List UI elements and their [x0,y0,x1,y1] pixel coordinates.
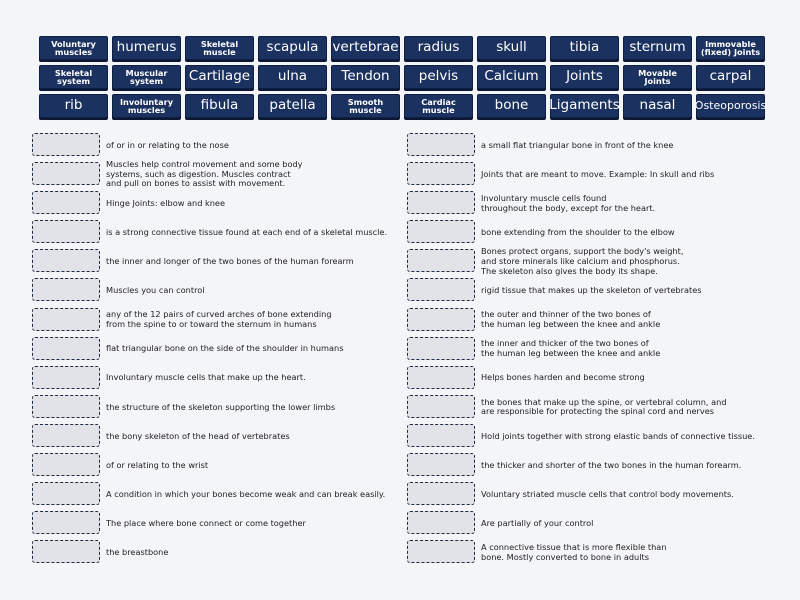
answer-tile-label: Cartilage [188,68,251,85]
answer-tile[interactable] [112,36,181,60]
answer-tile-label: Involuntary muscles [119,96,174,115]
answer-tile-label: scapula [266,39,319,56]
definition-label: A condition in which your bones become weak and can break easily. [106,488,386,499]
answer-tile[interactable] [258,65,327,89]
answer-drop-slot[interactable] [32,133,100,156]
answer-drop-slot[interactable] [407,424,475,447]
definition-label: the breastbone [106,546,169,557]
answer-drop-slot[interactable] [32,308,100,331]
answer-drop-slot[interactable] [407,540,475,563]
answer-tile-label: Movable Joints [638,67,677,86]
definition-label: Helps bones harden and become strong [481,372,645,383]
definition-text [106,335,406,364]
definition-text [106,451,406,480]
answer-tile-label: radius [417,39,460,56]
answer-tile[interactable] [404,65,473,89]
answer-drop-slot[interactable] [32,249,100,272]
answer-drop-slot[interactable] [32,162,100,185]
answer-tile-label: Cardiac muscle [421,96,456,115]
definition-label: Involuntary muscle cells that make up the heart. [106,372,306,383]
answer-drop-slot[interactable] [32,366,100,389]
answer-tile[interactable] [550,94,619,118]
definition-label: Hold joints together with strong elastic bands of connective tissue. [481,430,755,441]
answer-tile[interactable] [477,36,546,60]
definition-text [106,218,406,247]
definition-label: the inner and thicker of the two bones of the human leg between the knee and ankle [481,338,661,359]
answer-drop-slot[interactable] [407,453,475,476]
answer-tile-label: Ligaments [549,97,620,114]
answer-tile-label: fibula [200,97,239,114]
answer-tile-label: Tendon [341,68,390,85]
definition-text [106,422,406,451]
answer-drop-slot[interactable] [32,540,100,563]
answer-tile-label: Voluntary muscles [51,38,96,57]
answer-tile[interactable] [696,94,765,118]
definition-label: of or in or relating to the nose [106,139,229,150]
answer-tile-label: bone [494,97,529,114]
definition-text [481,218,781,247]
answer-drop-slot[interactable] [407,337,475,360]
answer-drop-slot[interactable] [32,453,100,476]
definition-label: Involuntary muscle cells found throughout the body, except for the heart. [481,193,656,213]
answer-tile[interactable] [112,94,181,118]
definition-label: of or relating to the wrist [106,459,209,470]
definition-text [106,393,406,422]
answer-tile[interactable] [477,94,546,118]
definition-label: the outer and thinner of the two bones of the human leg between the knee and ankle [481,309,661,330]
definition-text [481,189,781,218]
definition-label: Bones protect organs, support the body's weight, and store minerals like calcium and phosphorus. The skeleton also gives the body its shape. [481,246,684,276]
answer-tile[interactable] [696,36,765,60]
answer-tile-label: skull [496,39,527,56]
answer-drop-slot[interactable] [32,511,100,534]
definition-label: is a strong connective tissue found at each end of a skeletal muscle. [106,226,388,237]
definition-text [481,538,781,567]
answer-tile-label: ulna [277,68,308,85]
answer-drop-slot[interactable] [32,395,100,418]
answer-tile[interactable] [258,94,327,118]
answer-tile-label: patella [269,97,316,114]
definition-label: the bony skeleton of the head of vertebrates [106,430,290,441]
answer-tile[interactable] [331,65,400,89]
answer-drop-slot[interactable] [407,366,475,389]
definition-text [106,189,406,218]
definition-text [106,364,406,393]
answer-drop-slot[interactable] [32,424,100,447]
answer-tile[interactable] [696,65,765,89]
answer-tile-label: Smooth muscle [347,96,384,115]
answer-tile-label: nasal [639,97,676,114]
definition-label: rigid tissue that makes up the skeleton of vertebrates [481,285,702,296]
definition-text [481,160,781,189]
definition-text [481,451,781,480]
answer-drop-slot[interactable] [32,220,100,243]
answer-tile-label: sternum [629,39,686,56]
answer-tile[interactable] [112,65,181,89]
answer-tile[interactable] [185,94,254,118]
definition-text [106,538,406,567]
answer-tile[interactable] [258,36,327,60]
definition-label: Hinge Joints: elbow and knee [106,197,226,208]
answer-tile-label: rib [64,97,83,114]
answer-tile[interactable] [404,36,473,60]
answer-drop-slot[interactable] [407,511,475,534]
answer-drop-slot[interactable] [407,191,475,214]
definition-label: the structure of the skeleton supporting the lower limbs [106,401,336,412]
answer-tile[interactable] [550,36,619,60]
answer-tile[interactable] [550,65,619,89]
answer-tile[interactable] [331,94,400,118]
definition-label: Muscles you can control [106,285,205,296]
definition-label: any of the 12 pairs of curved arches of bone extending from the spine to or toward the sternum in humans [106,309,332,330]
definition-label: the bones that make up the spine, or vertebral column, and are responsible for protecting the spinal cord and nerves [481,396,727,417]
answer-drop-slot[interactable] [32,191,100,214]
answer-tile-label: vertebrae [332,39,399,56]
answer-tile-label: Joints [566,68,603,85]
definition-text [481,306,781,335]
definition-text [106,160,406,189]
definition-label: a small flat triangular bone in front of the knee [481,139,674,150]
definition-text [481,131,781,160]
answer-tile-bank [39,36,765,118]
answer-drop-slot[interactable] [407,308,475,331]
definition-text [106,509,406,538]
answer-drop-slot[interactable] [32,278,100,301]
answer-tile[interactable] [39,36,108,60]
definition-label: Voluntary striated muscle cells that control body movements. [481,488,734,499]
definition-label: Muscles help control movement and some body systems, such as digestion. Muscles contract and pull on bones to assist with movement. [106,159,303,189]
answer-drop-slot[interactable] [407,220,475,243]
definition-label: A connective tissue that is more flexible than bone. Mostly converted to bone in adults [481,542,667,562]
answer-drop-slot[interactable] [407,249,475,272]
definition-label: bone extending from the shoulder to the elbow [481,226,675,237]
definition-text [106,131,406,160]
answer-tile[interactable] [185,65,254,89]
definition-text [481,393,781,422]
answer-tile-label: humerus [116,39,177,56]
answer-tile-label: Muscular system [125,67,168,86]
definition-label: The place where bone connect or come together [106,517,306,528]
definition-text [481,335,781,364]
definition-text [106,306,406,335]
answer-tile[interactable] [623,94,692,118]
definition-label: Are partially of your control [481,517,594,528]
answer-drop-slot[interactable] [407,482,475,505]
definition-text [481,422,781,451]
answer-drop-slot[interactable] [32,337,100,360]
answer-tile-label: Immovable (fixed) Joints [700,38,761,57]
answer-tile[interactable] [623,65,692,89]
answer-drop-slot[interactable] [407,278,475,301]
answer-drop-slot[interactable] [407,395,475,418]
answer-drop-slot[interactable] [407,162,475,185]
answer-tile[interactable] [404,94,473,118]
definition-text [481,276,781,305]
answer-drop-slot[interactable] [407,133,475,156]
definition-text [106,247,406,276]
definition-text [106,276,406,305]
answer-tile-label: Calcium [484,68,539,85]
definition-label: Joints that are meant to move. Example: In skull and ribs [481,168,715,179]
answer-tile-label: tibia [569,39,600,56]
answer-tile[interactable] [39,94,108,118]
definition-text [481,480,781,509]
definition-text [481,364,781,393]
answer-tile-label: Skeletal system [54,67,93,86]
answer-tile[interactable] [185,36,254,60]
answer-tile-label: pelvis [418,68,459,85]
answer-tile[interactable] [477,65,546,89]
definition-label: the thicker and shorter of the two bones in the human forearm. [481,459,742,470]
definition-text [481,509,781,538]
definition-label: the inner and longer of the two bones of the human forearm [106,256,354,267]
answer-drop-slot[interactable] [32,482,100,505]
definition-label: flat triangular bone on the side of the shoulder in humans [106,343,344,354]
answer-tile-label: Osteoporosis [694,99,767,113]
definition-text [106,480,406,509]
answer-tile-label: carpal [709,68,752,85]
answer-tile[interactable] [331,36,400,60]
answer-tile[interactable] [623,36,692,60]
definition-text [481,247,781,276]
answer-tile[interactable] [39,65,108,89]
answer-tile-label: Skeletal muscle [200,38,239,57]
